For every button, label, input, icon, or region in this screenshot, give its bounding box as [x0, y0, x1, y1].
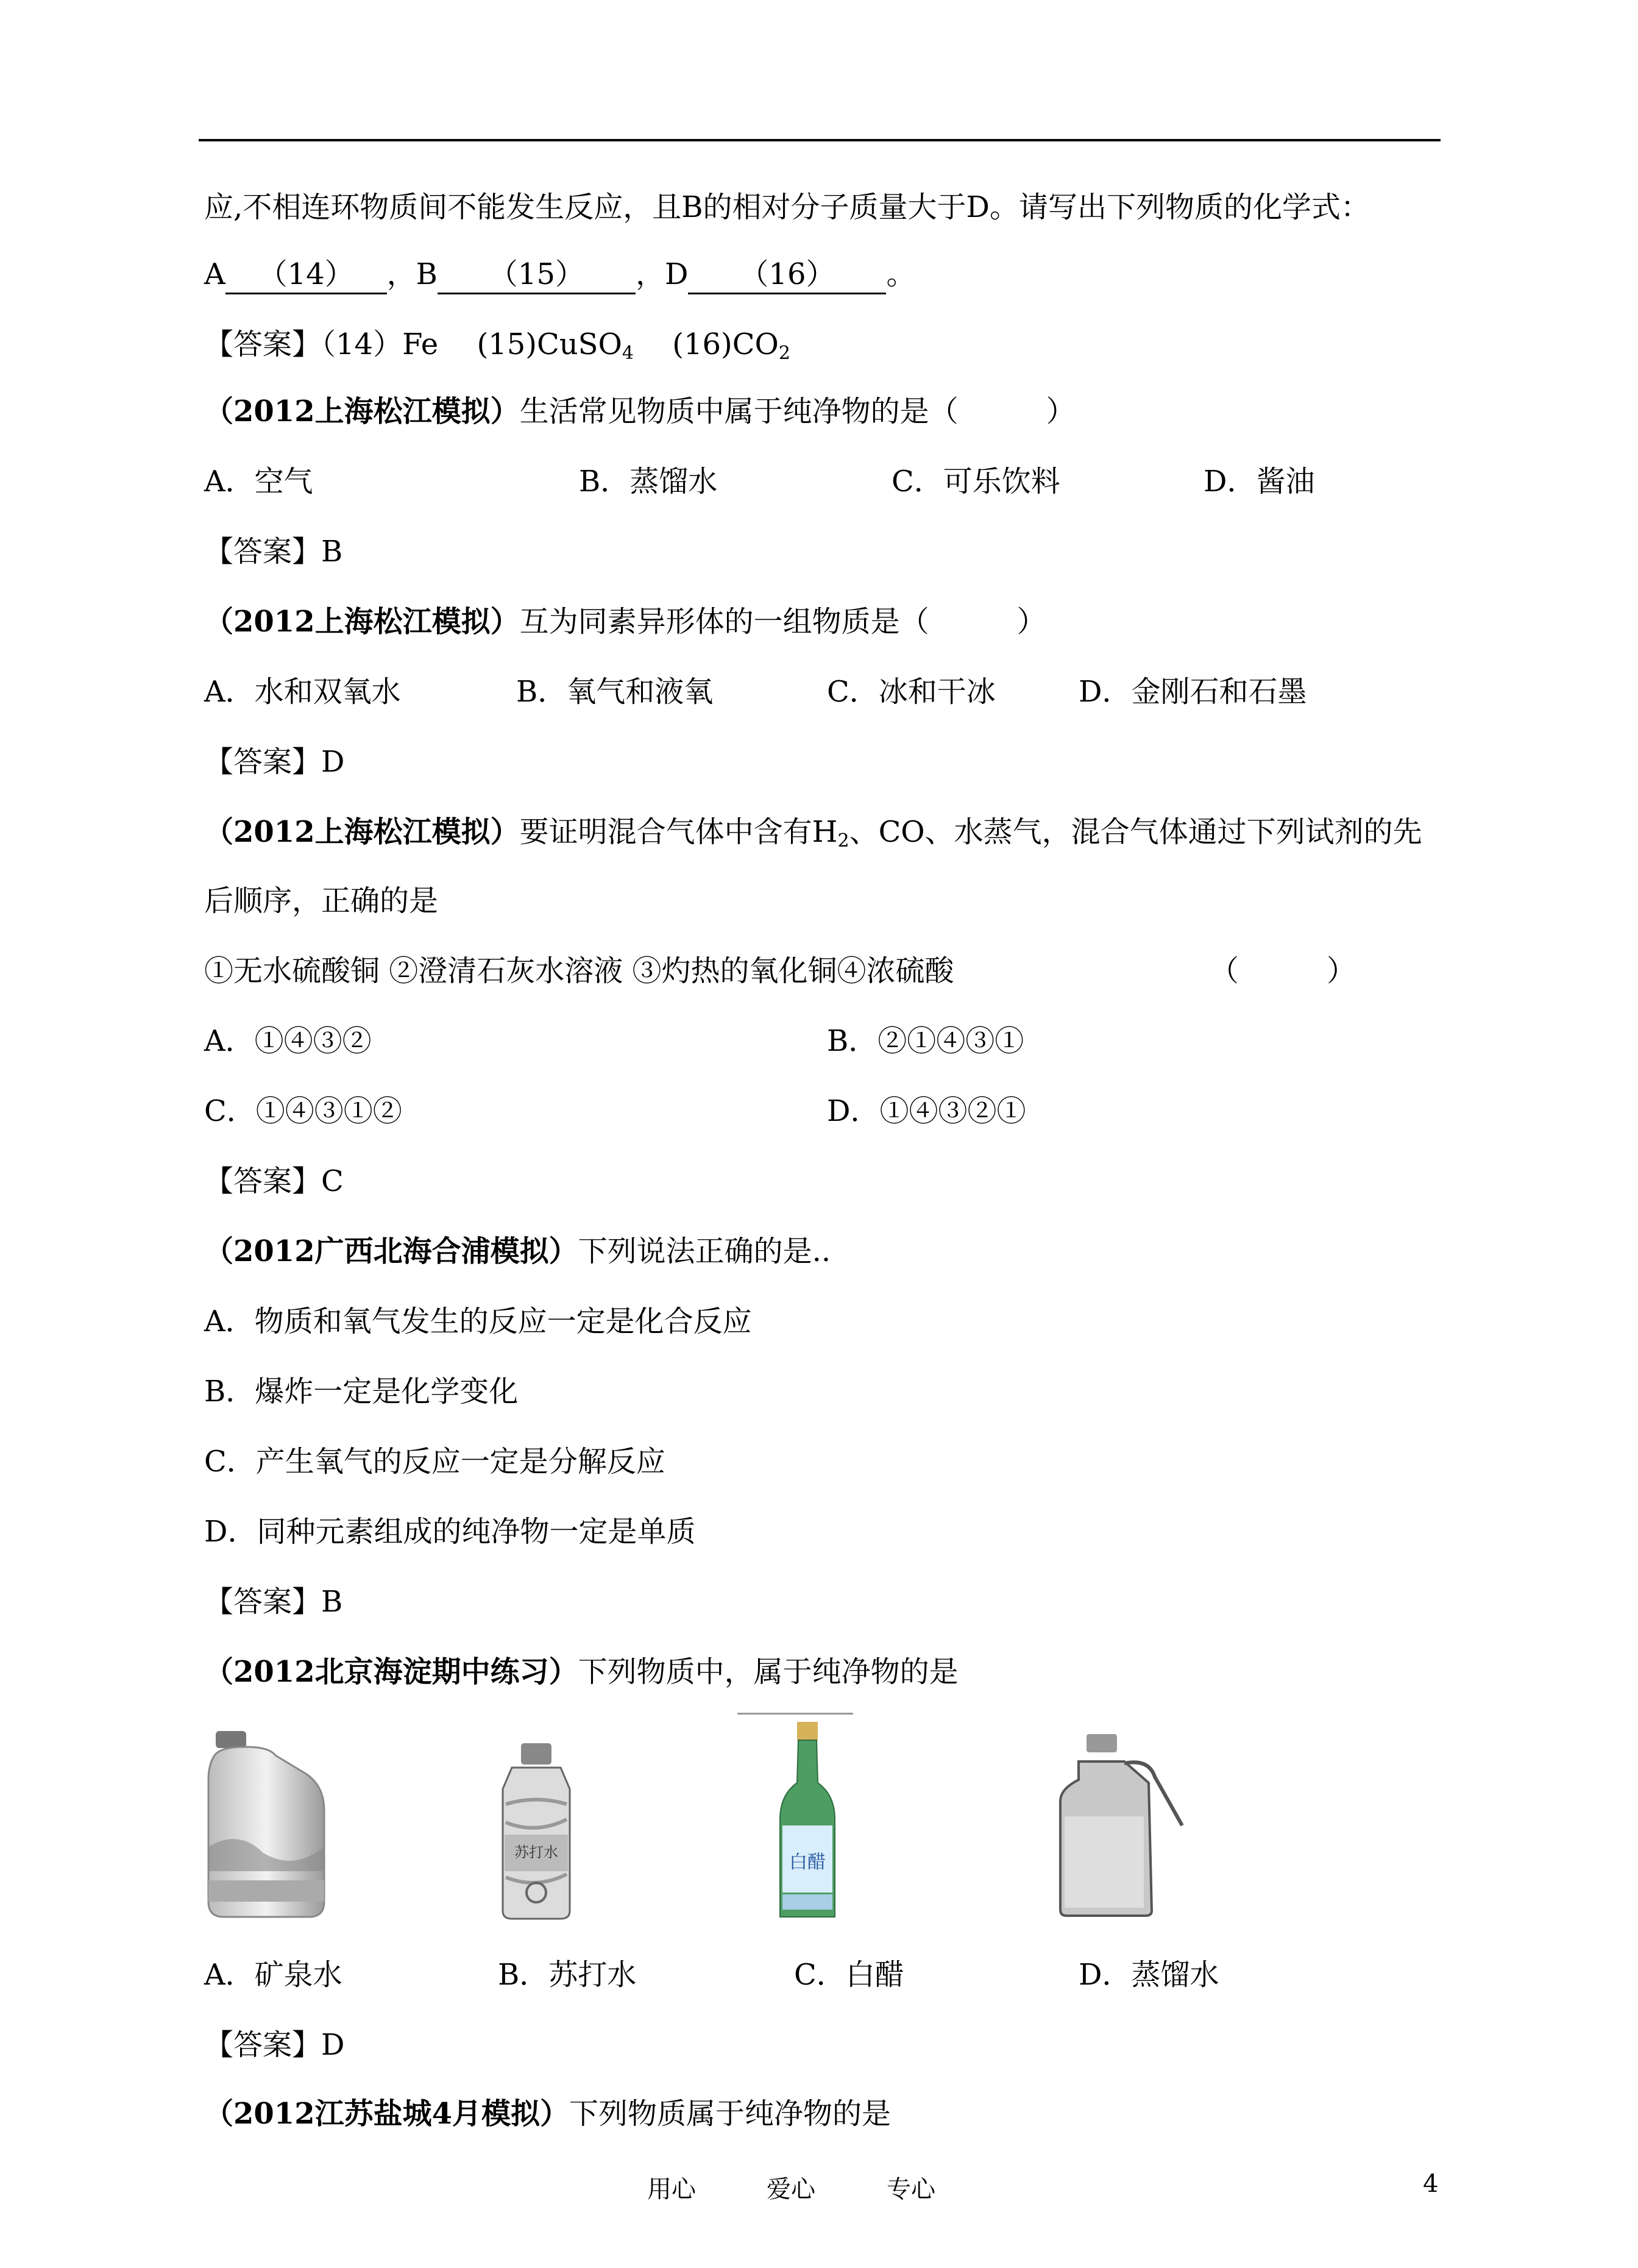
footer-word-1: 用心 [647, 2175, 696, 2203]
q3-option-c: C．①④③①② [204, 1094, 402, 1128]
blank-b: （15） [438, 256, 636, 294]
question-3-reagents: ①无水硫酸铜 ②澄清石灰水溶液 ③灼热的氧化铜④浓硫酸 [204, 954, 954, 988]
question-1-text: 生活常见物质中属于纯净物的是（ ） [519, 394, 1076, 428]
distilled-water-bottle-image [1057, 1734, 1185, 1917]
question-3-text-a: 要证明混合气体中含有H [519, 815, 838, 849]
question-2-options [204, 674, 1423, 710]
header-rule [199, 139, 1441, 141]
question-4 [204, 1233, 831, 1270]
blank-b-label: ，B [386, 257, 438, 291]
image-rule [737, 1713, 853, 1715]
q5-option-a: A．矿泉水 [204, 1958, 342, 1992]
answer-label: 【答案】 [204, 1164, 322, 1198]
q1-answer: B [321, 535, 343, 569]
question-4-source: （2012广西北海合浦模拟） [204, 1234, 578, 1268]
blank-a-label: A [204, 257, 225, 291]
blank-d: （16） [688, 256, 886, 294]
question-5-options [204, 1957, 1423, 1993]
question-6-text: 下列物质属于纯净物的是 [569, 2097, 892, 2131]
q4-option-c: C．产生氧气的反应一定是分解反应 [204, 1445, 665, 1479]
q2-answer: D [321, 745, 345, 779]
question-3-line2: 后顺序，正确的是 [204, 884, 439, 918]
answer-3 [204, 744, 345, 780]
q5-option-c: C．白醋 [794, 1958, 904, 1992]
question-5 [204, 1654, 959, 1690]
blank-a: （14） [225, 256, 387, 294]
blank-d-label: ，D [635, 257, 689, 291]
question-3-line3 [204, 953, 1423, 989]
blanks-line [204, 256, 915, 294]
answer-2 [204, 533, 342, 570]
question-3-sub: 2 [837, 830, 849, 851]
question-3-text-b: 、CO、水蒸气，混合气体通过下列试剂的先 [849, 815, 1422, 849]
question-6-source: （2012江苏盐城4月模拟） [204, 2097, 569, 2131]
q4-option-b: B．爆炸一定是化学变化 [204, 1374, 519, 1409]
q1-option-d: D．酱油 [1204, 464, 1315, 499]
question-3-paren: （ ） [1210, 954, 1356, 988]
answer-4 [204, 1163, 344, 1200]
question-3-options-ab [204, 1023, 1423, 1059]
question-6 [204, 2096, 891, 2132]
soda-water-bottle-image [488, 1743, 585, 1920]
q3-option-b: B．②①④③① [827, 1024, 1024, 1058]
answer-label: 【答案】 [204, 2028, 322, 2062]
q5-answer: D [321, 2028, 345, 2062]
answer-label: 【答案】 [204, 745, 322, 779]
question-4-text: 下列说法正确的是.. [578, 1234, 831, 1268]
q5-option-b: B．苏打水 [498, 1958, 637, 1992]
question-1 [204, 393, 1076, 430]
answer-1 [204, 326, 790, 372]
answer-label: 【答案】 [204, 1585, 322, 1619]
q4-option-d: D．同种元素组成的纯净物一定是单质 [204, 1515, 696, 1549]
footer-word-3: 专心 [887, 2175, 935, 2203]
question-1-source: （2012上海松江模拟） [204, 394, 520, 428]
q2-option-c: C．冰和干冰 [827, 675, 996, 709]
answer-1-sub2: 2 [778, 343, 790, 364]
question-3 [204, 814, 1422, 859]
answer-5 [204, 1584, 342, 1620]
question-2-source: （2012上海松江模拟） [204, 605, 520, 639]
intro-line: 应,不相连环物质间不能发生反应，且B的相对分子质量大于D。请写出下列物质的化学式： [204, 190, 1370, 224]
white-vinegar-label: 白醋 [789, 1852, 826, 1873]
page-number: 4 [1423, 2170, 1439, 2198]
q5-option-d: D．蒸馏水 [1079, 1958, 1219, 1992]
q2-option-a: A．水和双氧水 [204, 675, 401, 709]
question-2 [204, 603, 1046, 640]
answer-label: 【答案】 [204, 535, 322, 569]
answer-label: 【答案】 [204, 327, 322, 361]
q3-option-d: D．①④③②① [827, 1094, 1026, 1128]
q1-option-b: B．蒸馏水 [579, 464, 718, 499]
soda-water-label: 苏打水 [514, 1844, 558, 1861]
answer-1-part1: （14）Fe (15)CuSO [321, 327, 622, 361]
q1-option-a: A．空气 [204, 464, 313, 499]
q3-option-a: A．①④③② [204, 1024, 372, 1058]
mineral-water-bottle-image [202, 1731, 330, 1920]
question-3-options-cd [204, 1093, 1423, 1129]
q2-option-d: D．金刚石和石墨 [1079, 675, 1307, 709]
question-1-options [204, 463, 1423, 500]
answer-1-sub1: 4 [622, 343, 634, 364]
question-2-text: 互为同素异形体的一组物质是（ ） [519, 605, 1046, 639]
q4-option-a: A．物质和氧气发生的反应一定是化合反应 [204, 1304, 752, 1338]
answer-6 [204, 2027, 345, 2063]
footer-word-2: 爱心 [767, 2175, 815, 2203]
question-3-source: （2012上海松江模拟） [204, 815, 520, 849]
white-vinegar-bottle-image [774, 1722, 841, 1923]
q4-answer: B [321, 1585, 343, 1619]
blanks-end: 。 [886, 257, 916, 291]
q1-option-c: C．可乐饮料 [892, 464, 1060, 499]
answer-1-part2: (16)CO [633, 327, 779, 361]
q3-answer: C [321, 1164, 344, 1198]
question-5-source: （2012北京海淀期中练习） [204, 1655, 578, 1689]
q2-option-b: B．氧气和液氧 [516, 675, 714, 709]
question-5-text: 下列物质中，属于纯净物的是 [578, 1655, 959, 1689]
